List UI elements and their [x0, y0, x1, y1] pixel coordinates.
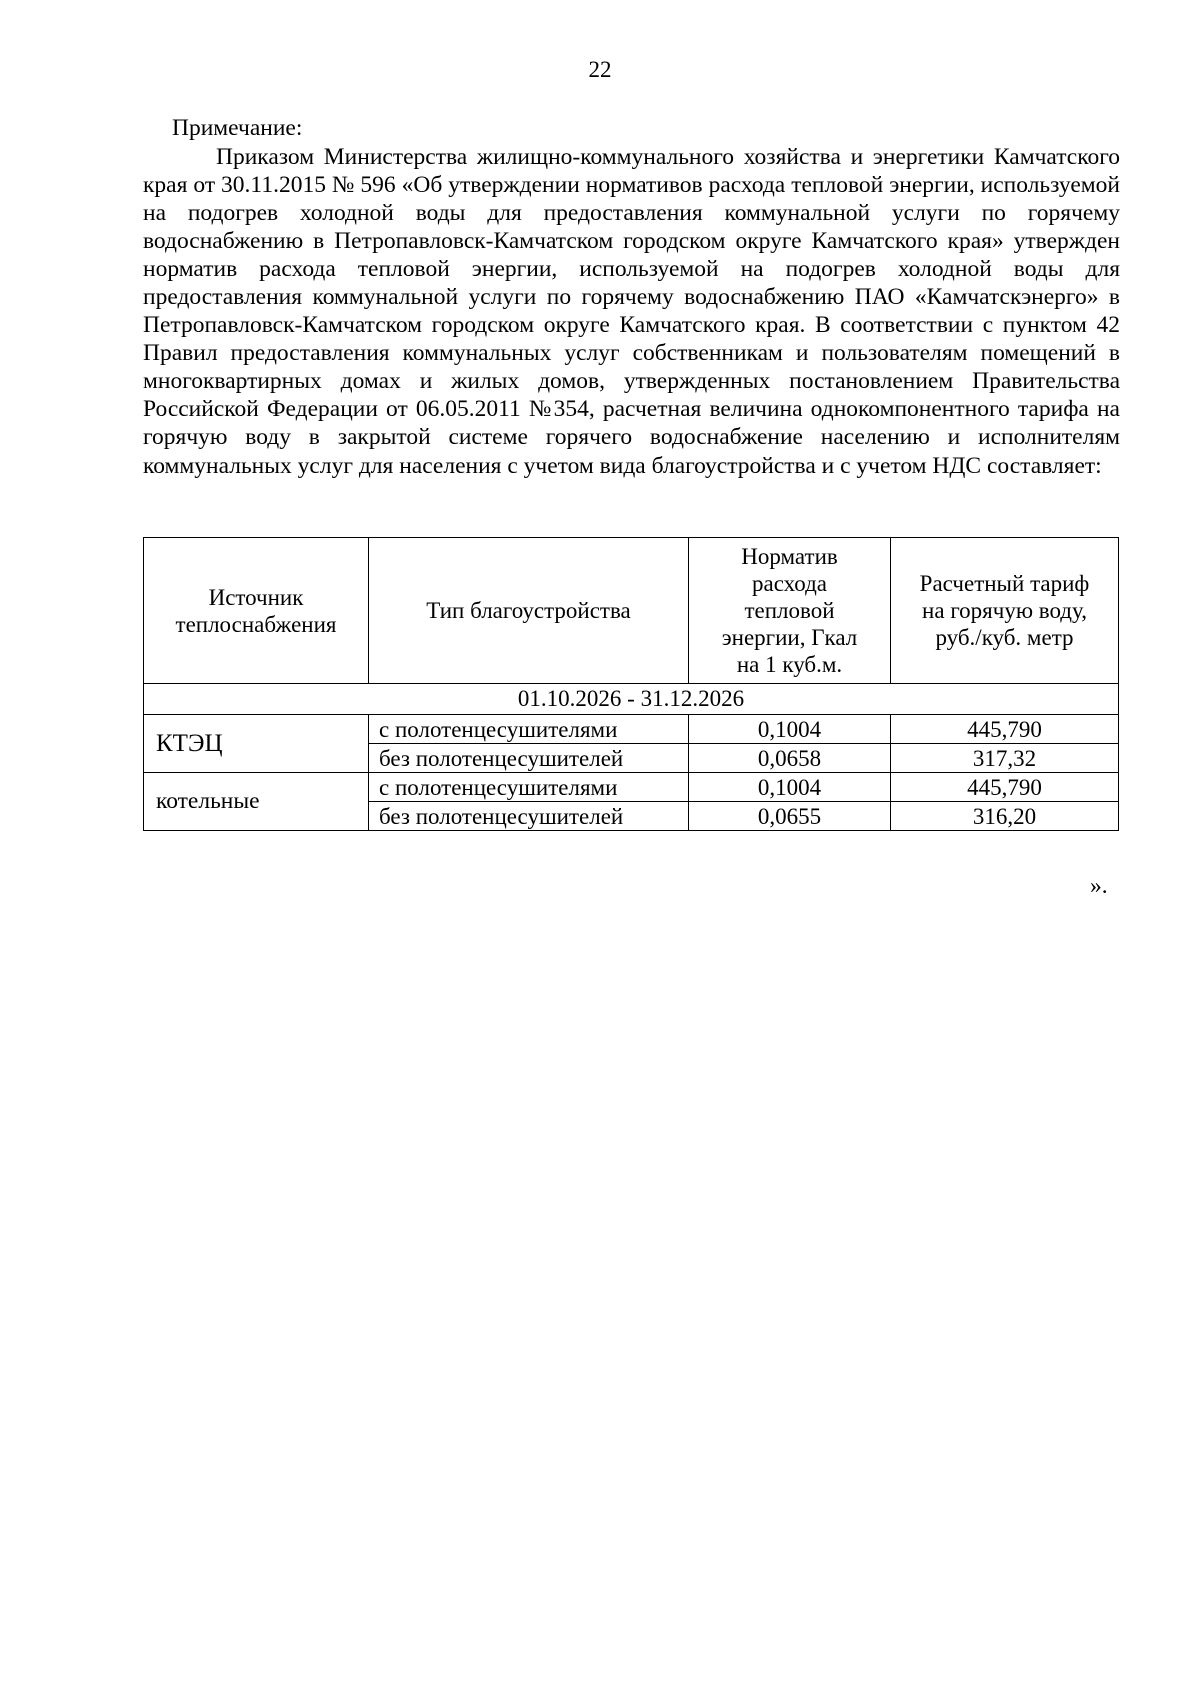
table-row — [144, 715, 1119, 744]
table-header-row — [144, 538, 1119, 684]
header-norm: Норматив расхода тепловой энергии, Гкал на 1 куб.м. — [689, 538, 891, 684]
type-cell: без полотенцесушителей — [369, 802, 689, 831]
norm-cell: 0,0658 — [689, 744, 891, 773]
note-paragraph: Приказом Министерства жилищно-коммунального хозяйства и энергетики Камчатского края от 30.11.2015 № 596 «Об утверждении нормативов расхода тепловой энергии, используемой на подогрев холодной воды для предоставления коммунальной услуги по горячему водоснабжению в Петропавловск-Камчатском городском округе Камчатского края» утвержден норматив расхода тепловой энергии, используемой на подогрев холодной воды для предоставления коммунальной услуги по горячему водоснабжению ПАО «Камчатскэнерго» в Петропавловск-Камчатском городском округе Камчатского края. В соответствии с пунктом 42 Правил предоставления коммунальных услуг собственникам и пользователям помещений в многоквартирных домах и жилых домов, утвержденных постановлением Правительства Российской Федерации от 06.05.2011 №354, расчетная величина однокомпонентного тарифа на горячую воду в закрытой системе горячего водоснабжение населению и исполнителям коммунальных услуг для населения с учетом вида благоустройства и с учетом НДС составляет: — [143, 144, 1120, 479]
tariff-cell: 317,32 — [891, 744, 1119, 773]
closing-quote-mark: ». — [1090, 873, 1108, 899]
note-heading: Примечание: — [172, 115, 303, 141]
type-cell: с полотенцесушителями — [369, 773, 689, 802]
tariff-table — [143, 537, 1119, 831]
norm-cell: 0,1004 — [689, 715, 891, 744]
tariff-cell: 445,790 — [891, 773, 1119, 802]
source-cell: КТЭЦ — [144, 715, 369, 773]
header-tariff: Расчетный тариф на горячую воду, руб./куб. метр — [891, 538, 1119, 684]
period-row — [144, 684, 1119, 715]
header-type: Тип благоустройства — [369, 538, 689, 684]
norm-cell: 0,0655 — [689, 802, 891, 831]
table-row — [144, 773, 1119, 802]
norm-cell: 0,1004 — [689, 773, 891, 802]
header-source: Источник теплоснабжения — [144, 538, 369, 684]
type-cell: без полотенцесушителей — [369, 744, 689, 773]
period-cell: 01.10.2026 - 31.12.2026 — [144, 684, 1119, 715]
page-number: 22 — [588, 57, 612, 82]
source-cell: котельные — [144, 773, 369, 831]
type-cell: с полотенцесушителями — [369, 715, 689, 744]
tariff-cell: 445,790 — [891, 715, 1119, 744]
tariff-cell: 316,20 — [891, 802, 1119, 831]
